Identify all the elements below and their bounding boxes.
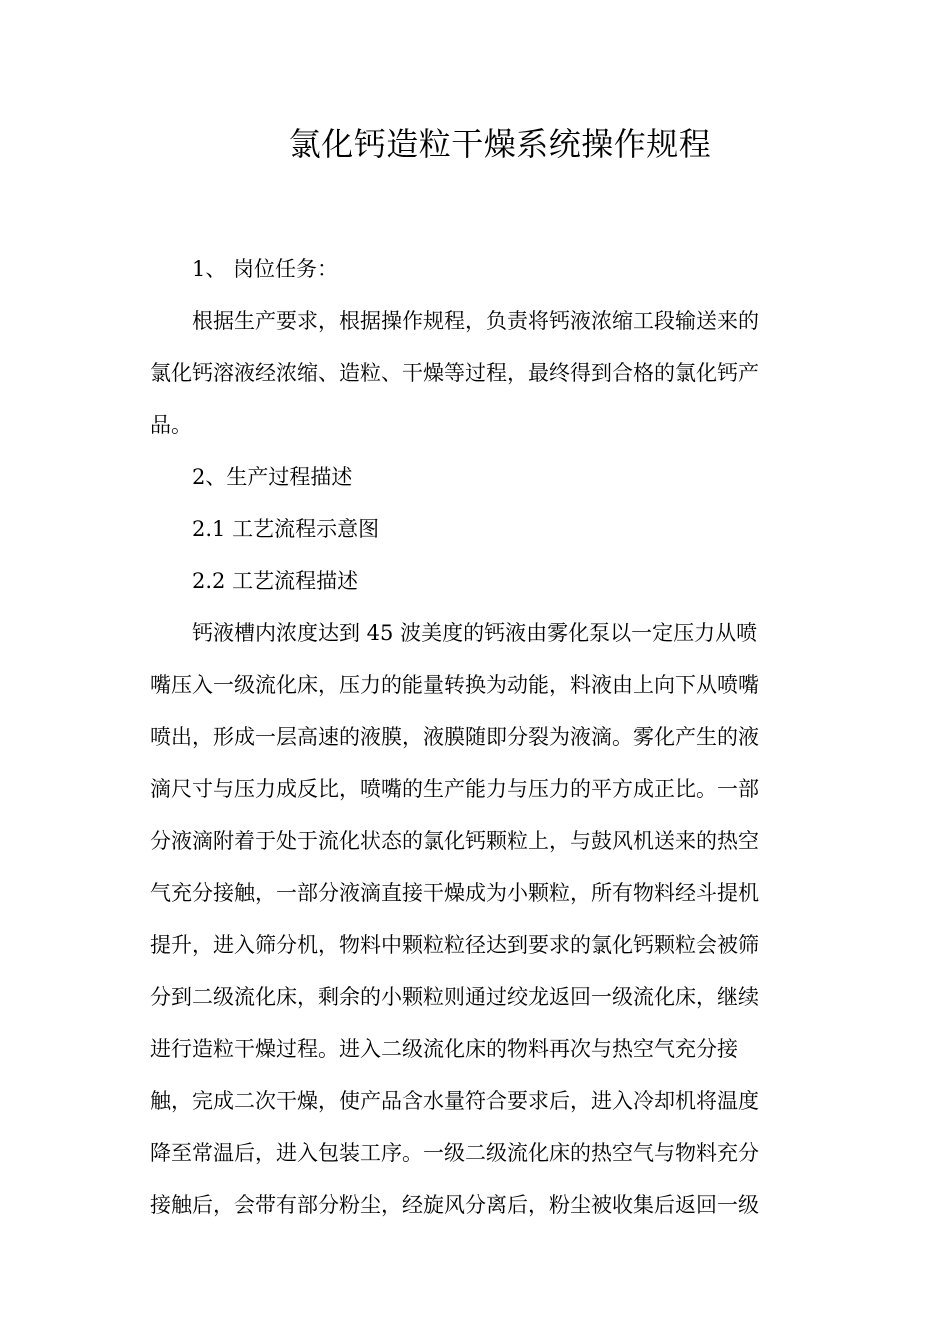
paragraph-line: 氯化钙溶液经浓缩、造粒、干燥等过程，最终得到合格的氯化钙产 <box>150 361 759 385</box>
paragraph-line: 提升，进入筛分机，物料中颗粒粒径达到要求的氯化钙颗粒会被筛 <box>150 933 759 957</box>
paragraph-line: 触，完成二次干燥，使产品含水量符合要求后，进入冷却机将温度 <box>150 1089 759 1113</box>
paragraph-line: 滴尺寸与压力成反比，喷嘴的生产能力与压力的平方成正比。一部 <box>150 777 759 801</box>
section-2-2-paragraph <box>150 607 800 1231</box>
document-title: 氯化钙造粒干燥系统操作规程 <box>288 125 712 163</box>
section-1-heading: 1、 岗位任务： <box>192 257 339 281</box>
paragraph-line: 降至常温后，进入包装工序。一级二级流化床的热空气与物料充分 <box>150 1141 759 1165</box>
paragraph-line: 根据生产要求，根据操作规程，负责将钙液浓缩工段输送来的 <box>192 309 759 333</box>
section-2-1-heading: 2.1 工艺流程示意图 <box>192 517 380 541</box>
document-body <box>150 243 800 1231</box>
paragraph-line: 品。 <box>150 413 192 437</box>
paragraph-line: 嘴压入一级流化床，压力的能量转换为动能，料液由上向下从喷嘴 <box>150 673 759 697</box>
section-2-2-heading: 2.2 工艺流程描述 <box>192 569 359 593</box>
paragraph-line: 钙液槽内浓度达到 45 波美度的钙液由雾化泵以一定压力从喷 <box>192 621 758 645</box>
paragraph-line: 气充分接触，一部分液滴直接干燥成为小颗粒，所有物料经斗提机 <box>150 881 759 905</box>
section-2-heading: 2、生产过程描述 <box>192 465 353 489</box>
section-1-paragraph <box>150 295 800 451</box>
paragraph-line: 喷出，形成一层高速的液膜，液膜随即分裂为液滴。雾化产生的液 <box>150 725 759 749</box>
paragraph-line: 分液滴附着于处于流化状态的氯化钙颗粒上，与鼓风机送来的热空 <box>150 829 759 853</box>
paragraph-line: 分到二级流化床，剩余的小颗粒则通过绞龙返回一级流化床，继续 <box>150 985 759 1009</box>
paragraph-line: 接触后，会带有部分粉尘，经旋风分离后，粉尘被收集后返回一级 <box>150 1193 759 1217</box>
paragraph-line: 进行造粒干燥过程。进入二级流化床的物料再次与热空气充分接 <box>150 1037 738 1061</box>
